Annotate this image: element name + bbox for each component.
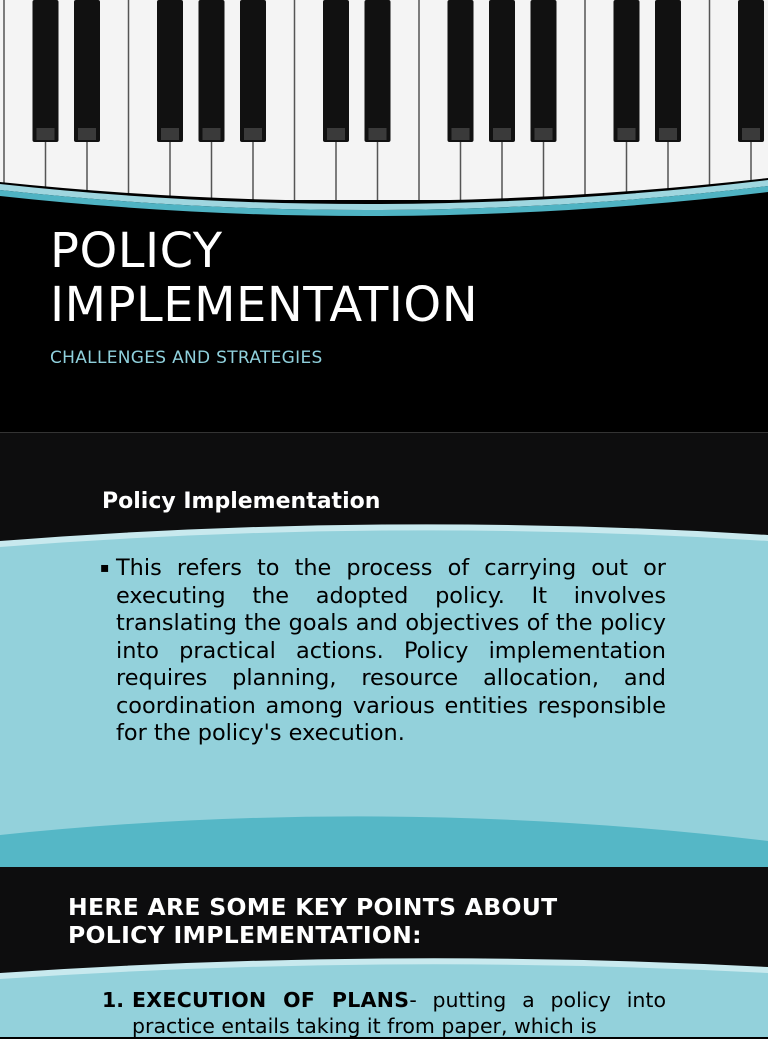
list-item [102,987,666,1039]
square-bullet-icon: ▪ [100,560,110,576]
list-item-description: - putting a policy into practice entails taking it from paper, which is [132,988,666,1038]
slide-heading: Policy Implementation [102,489,381,514]
slide-heading-line1: HERE ARE SOME KEY POINTS ABOUT [68,893,558,921]
slide-heading-line2: POLICY IMPLEMENTATION: [68,921,422,949]
bullet-item [100,555,666,748]
list-item-term: EXECUTION OF PLANS [132,988,410,1012]
piano-keys-image [0,0,768,200]
slide-title [50,224,478,332]
slide-title-line2: IMPLEMENTATION [50,277,479,333]
slide-heading [68,893,688,949]
title-slide [0,0,768,432]
slide-subtitle: CHALLENGES AND STRATEGIES [50,348,323,368]
definition-slide [0,433,768,867]
key-points-slide [0,867,768,1038]
list-number: 1. [102,988,125,1012]
list-item-text [132,987,666,1039]
slide-title-line1: POLICY [50,223,223,279]
bullet-text: This refers to the process of carrying out or executing the adopted policy. It involves translating the goals and objectives of the policy into practical actions. Policy implementation requires planning, resource allocation, and coordination among various entities responsible for the policy's execution. [116,555,666,746]
